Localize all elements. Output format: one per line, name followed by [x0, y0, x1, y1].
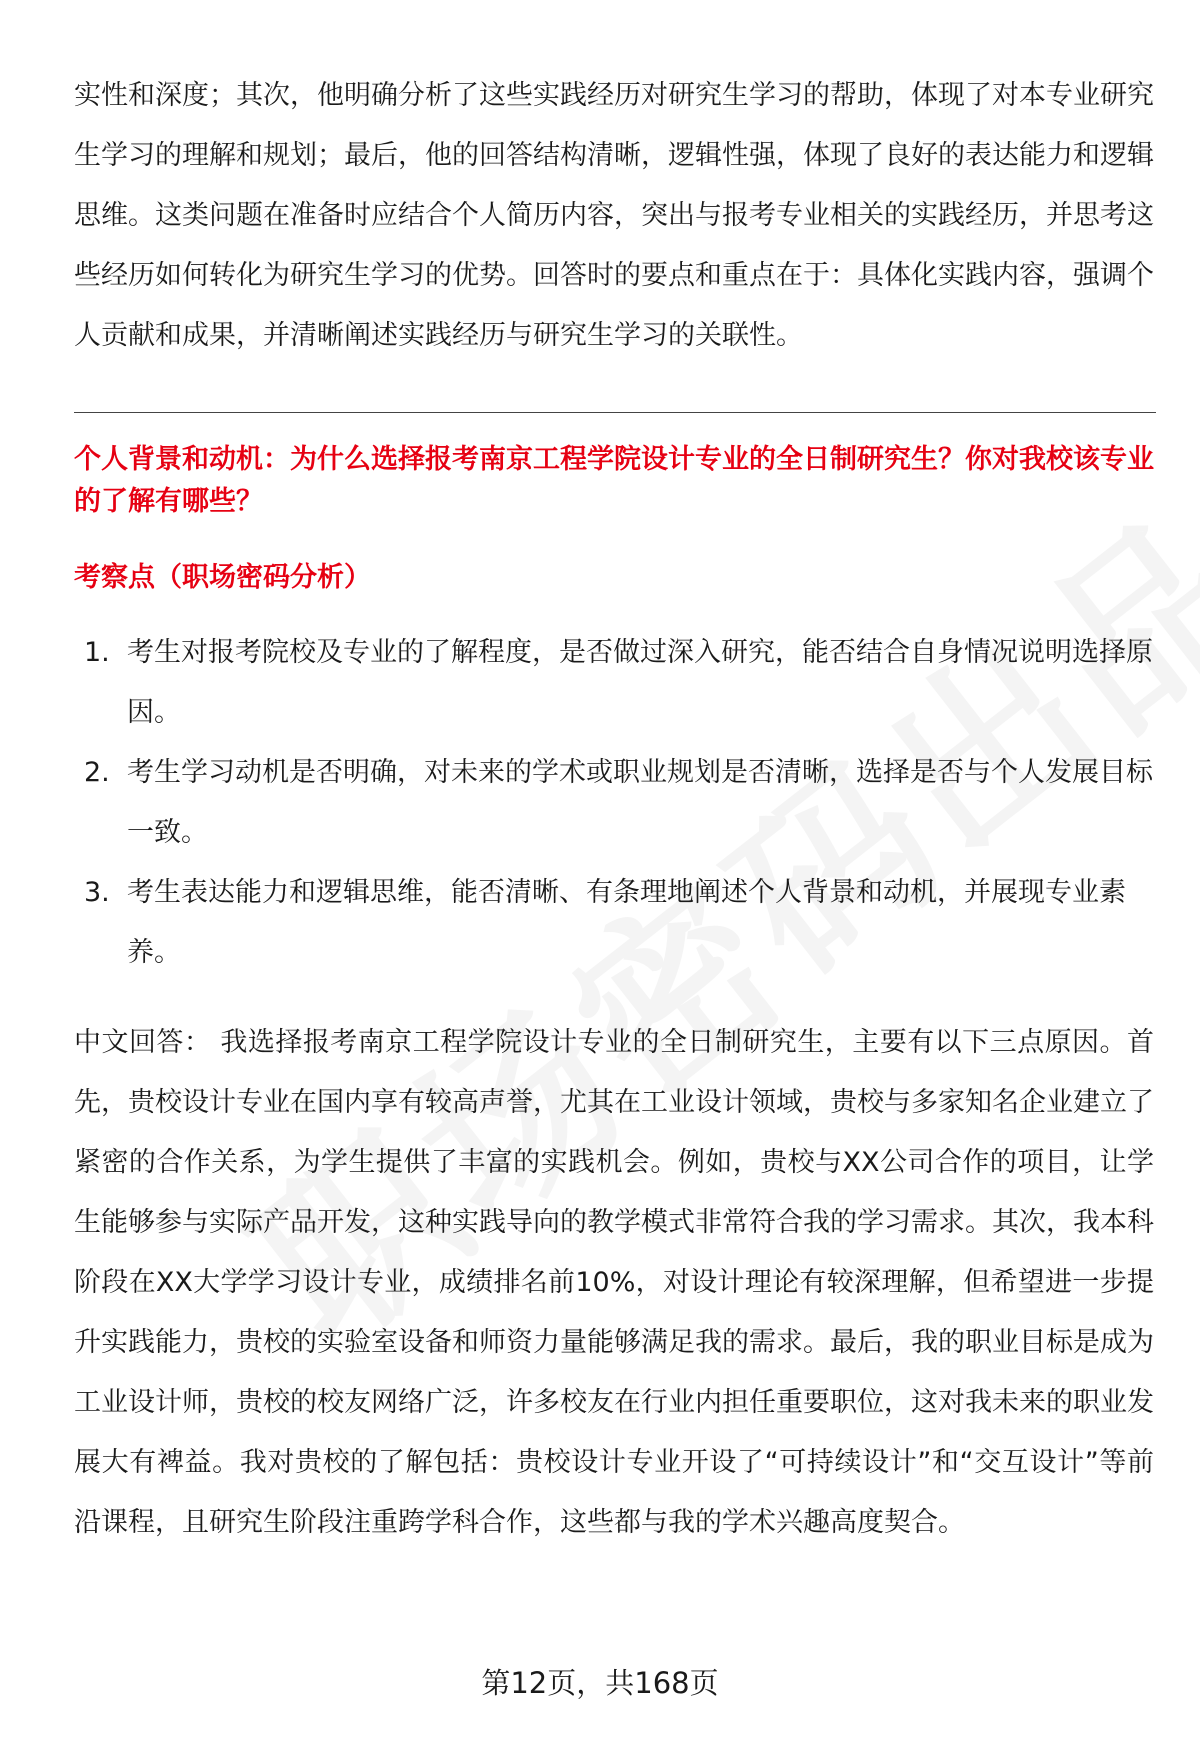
list-item-text: 考生学习动机是否明确，对未来的学术或职业规划是否清晰，选择是否与个人发展目标一致。 [127, 757, 1153, 848]
list-item-text: 考生表达能力和逻辑思维，能否清晰、有条理地阐述个人背景和动机，并展现专业素养。 [127, 877, 1126, 968]
section-divider [74, 412, 1156, 413]
list-item [74, 863, 1154, 983]
list-item [74, 743, 1154, 863]
intro-paragraph: 实性和深度；其次，他明确分析了这些实践经历对研究生学习的帮助，体现了对本专业研究生学习的理解和规划；最后，他的回答结构清晰，逻辑性强，体现了良好的表达能力和逻辑思维。这类问题在准备时应结合个人简历内容，突出与报考专业相关的实践经历，并思考这些经历如何转化为研究生学习的优势。回答时的要点和重点在于：具体化实践内容，强调个人贡献和成果，并清晰阐述实践经历与研究生学习的关联性。 [74, 80, 1154, 351]
list-item-text: 考生对报考院校及专业的了解程度，是否做过深入研究，能否结合自身情况说明选择原因。 [127, 637, 1153, 728]
list-number: 2. [84, 757, 110, 788]
document-page [74, 66, 1154, 1553]
list-item [74, 623, 1154, 743]
interview-question: 个人背景和动机：为什么选择报考南京工程学院设计专业的全日制研究生？你对我校该专业的了解有哪些？ [74, 444, 1154, 517]
exam-points-heading: 考察点（职场密码分析） [74, 562, 371, 593]
exam-points-list [74, 623, 1154, 983]
answer-paragraph: 中文回答： 我选择报考南京工程学院设计专业的全日制研究生，主要有以下三点原因。首先，贵校设计专业在国内享有较高声誉，尤其在工业设计领域，贵校与多家知名企业建立了紧密的合作关系，为学生提供了丰富的实践机会。例如，贵校与XX公司合作的项目，让学生能够参与实际产品开发，这种实践导向的教学模式非常符合我的学习需求。其次，我本科阶段在XX大学学习设计专业，成绩排名前10%，对设计理论有较深理解，但希望进一步提升实践能力，贵校的实验室设备和师资力量能够满足我的需求。最后，我的职业目标是成为工业设计师，贵校的校友网络广泛，许多校友在行业内担任重要职位，这对我未来的职业发展大有裨益。我对贵校的了解包括：贵校设计专业开设了“可持续设计”和“交互设计”等前沿课程，且研究生阶段注重跨学科合作，这些都与我的学术兴趣高度契合。 [74, 1027, 1154, 1538]
list-number: 3. [84, 877, 110, 908]
list-number: 1. [84, 637, 110, 668]
page-number-footer: 第12页，共168页 [481, 1666, 719, 1700]
